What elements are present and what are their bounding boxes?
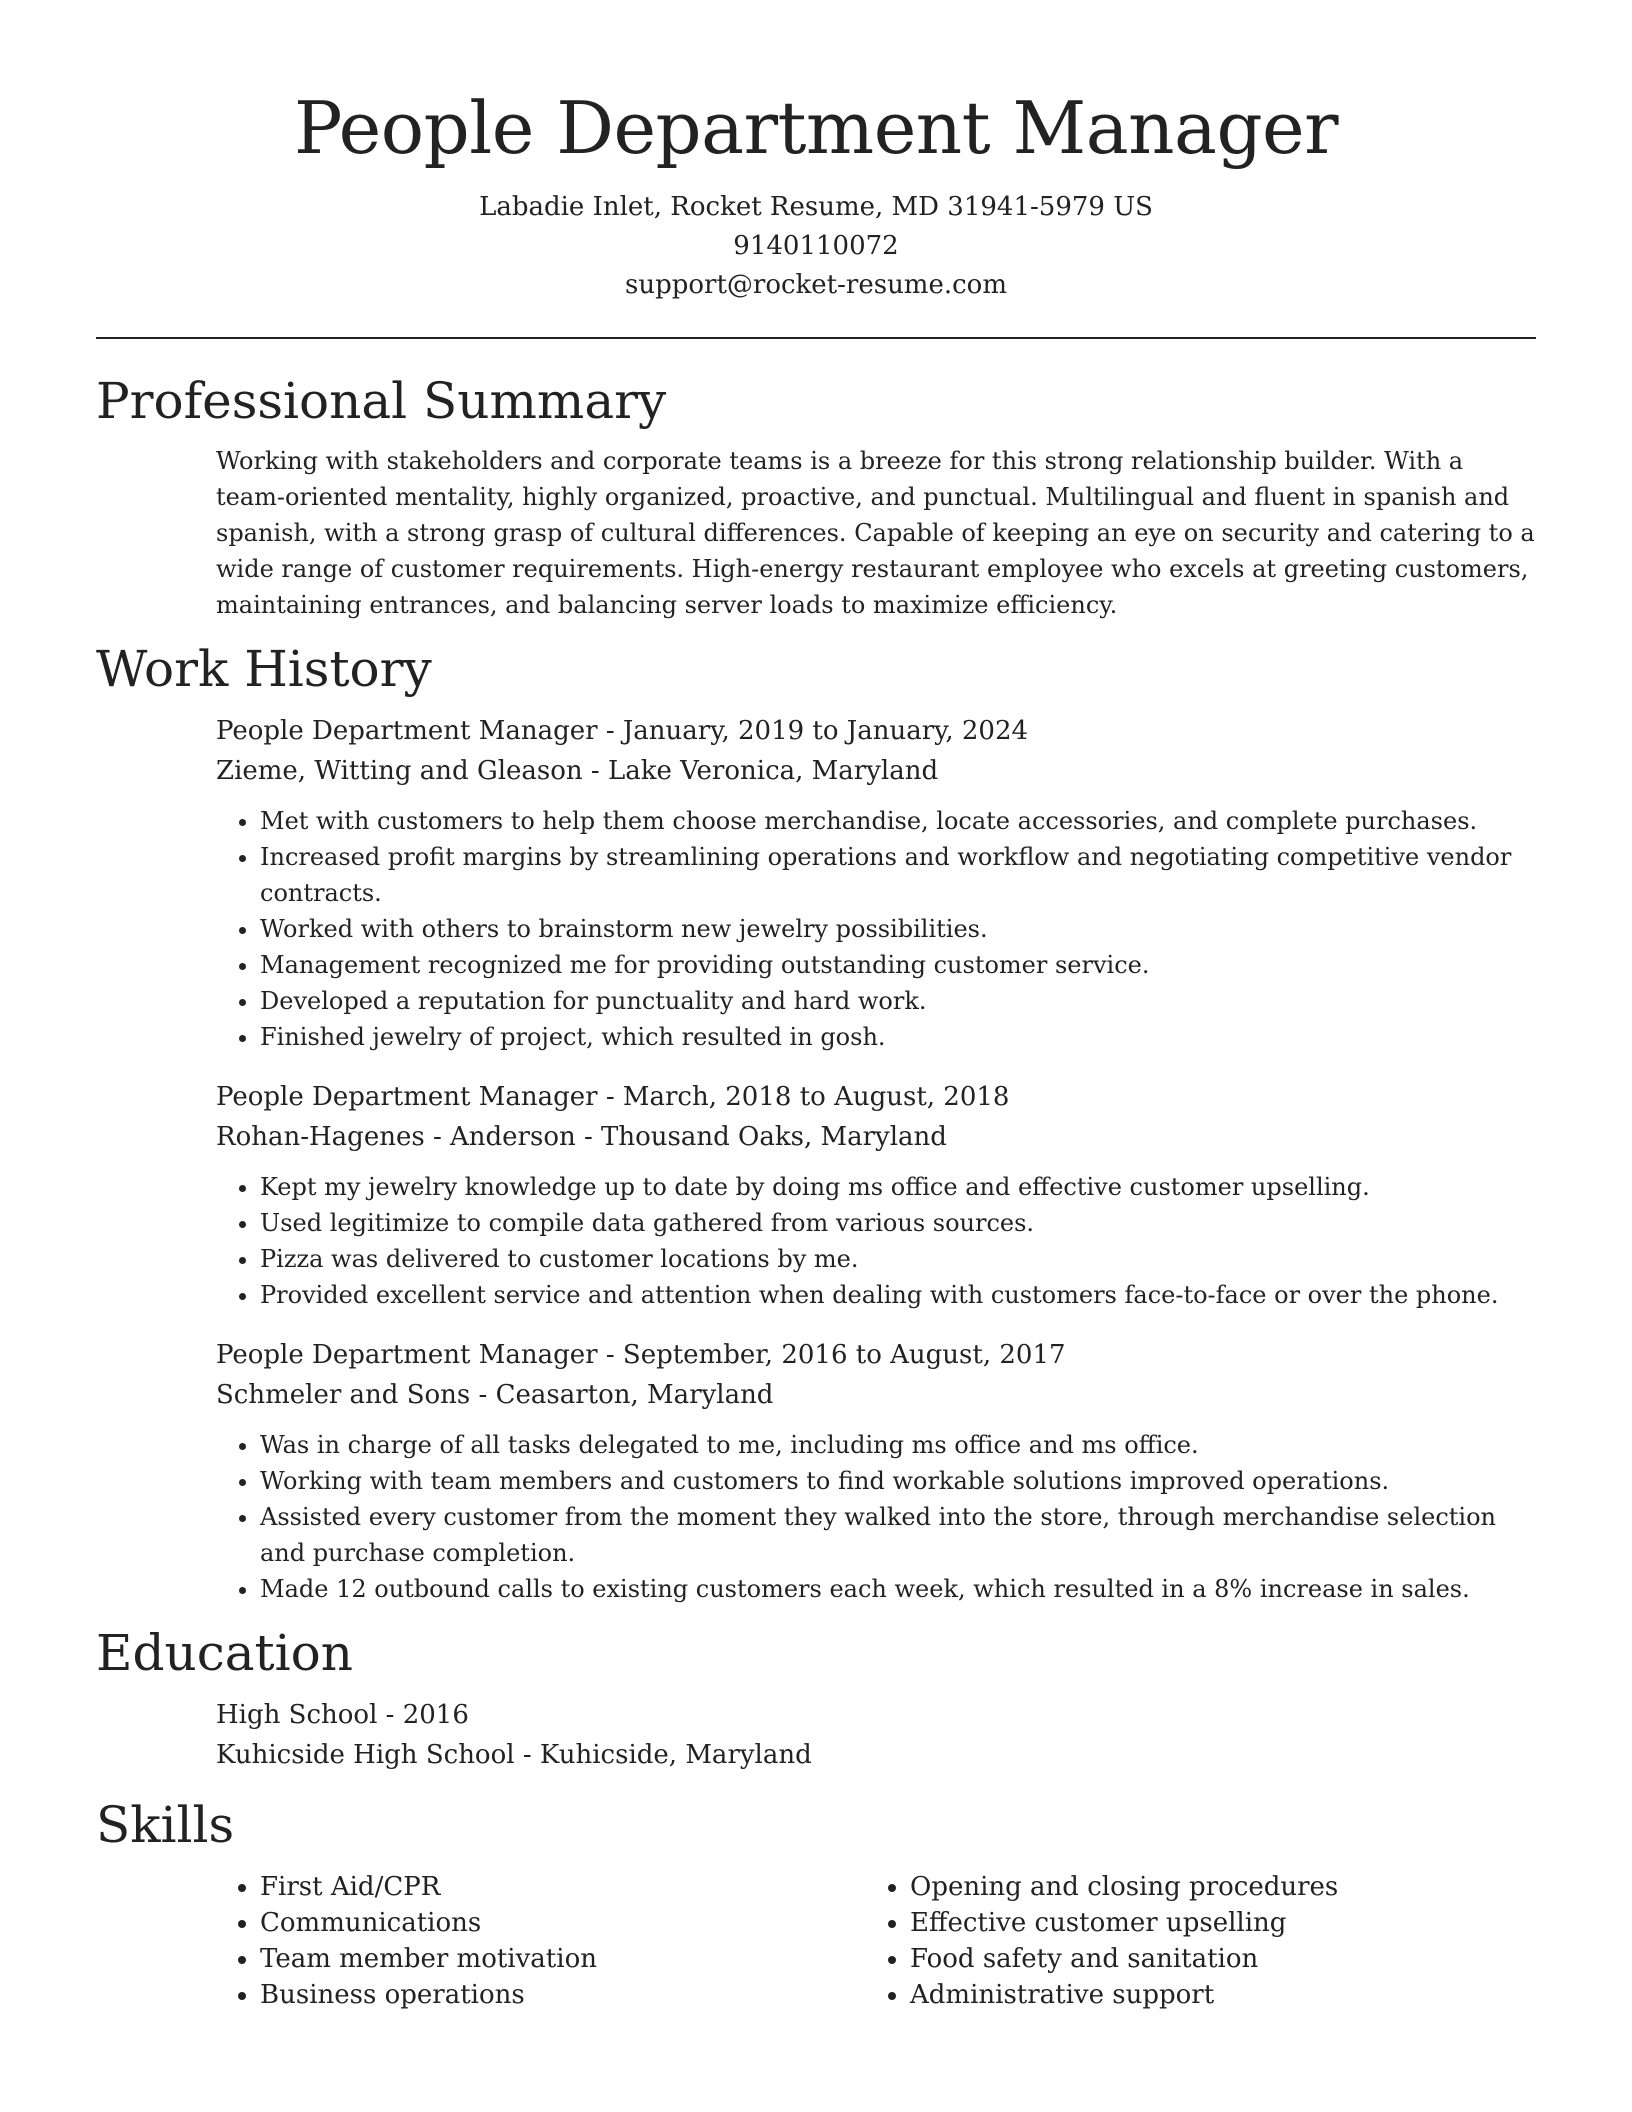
list-item: • Used legitimize to compile data gathered from various sources.: [260, 1205, 1536, 1241]
job-title-line: [216, 1335, 1536, 1375]
candidate-name: People Department Manager: [293, 86, 1339, 170]
job-dates: - January, 2019 to January, 2024: [597, 716, 1029, 746]
summary-section: [0, 369, 1632, 623]
job-dates: - September, 2016 to August, 2017: [597, 1340, 1066, 1370]
list-item: • Met with customers to help them choose merchandise, locate accessories, and complete purchases.: [260, 803, 1536, 839]
job-dates: - March, 2018 to August, 2018: [597, 1082, 1010, 1112]
education-degree: High School: [216, 1700, 378, 1730]
list-item: • Assisted every customer from the moment they walked into the store, through merchandise selection and purchase completion.: [260, 1499, 1536, 1571]
list-item: • Made 12 outbound calls to existing customers each week, which resulted in a 8% increase in sales.: [260, 1571, 1536, 1607]
education-degree-line: [216, 1695, 1536, 1735]
header-divider: [96, 337, 1536, 339]
education-year: - 2016: [377, 1700, 469, 1730]
job-role: People Department Manager: [216, 1082, 598, 1112]
job-bullets: [216, 1427, 1536, 1607]
skill-item: • First Aid/CPR: [260, 1869, 866, 1905]
list-item: • Working with team members and customers to find workable solutions improved operations.: [260, 1463, 1536, 1499]
job-entry: [0, 1335, 1632, 1607]
job-title-line: [216, 1077, 1536, 1117]
resume-header: [0, 0, 1632, 305]
skill-item: • Team member motivation: [260, 1941, 866, 1977]
education-school: Kuhicside High School: [216, 1740, 515, 1770]
list-item: • Was in charge of all tasks delegated to me, including ms office and ms office.: [260, 1427, 1536, 1463]
skills-section: [0, 1793, 1632, 2013]
job-role: People Department Manager: [216, 716, 598, 746]
summary-text: Working with stakeholders and corporate teams is a breeze for this strong relationship builder. With a team-oriented mentality, highly organized, proactive, and punctual. Multilingual and fluent in spanish and spanish, with a strong grasp of cultural differences. Capable of keeping an eye on security and catering to a wide range of customer requirements. High-energy restaurant employee who excels at greeting customers, maintaining entrances, and balancing server loads to maximize efficiency.: [216, 447, 1535, 619]
email-address: support@rocket-resume.com: [624, 270, 1007, 300]
job-company-line: [216, 751, 1536, 791]
skill-item: • Business operations: [260, 1977, 866, 2013]
job-bullets: [216, 803, 1536, 1055]
job-entry: [0, 711, 1632, 1055]
job-location: - Lake Veronica, Maryland: [582, 756, 939, 786]
job-company-line: [216, 1117, 1536, 1157]
skills-list: [216, 1869, 866, 2013]
job-company: Rohan-Hagenes - Anderson: [216, 1122, 576, 1152]
list-item: • Pizza was delivered to customer locations by me.: [260, 1241, 1536, 1277]
skills-list: [866, 1869, 1516, 2013]
list-item: • Finished jewelry of project, which resulted in gosh.: [260, 1019, 1536, 1055]
job-location: - Thousand Oaks, Maryland: [575, 1122, 947, 1152]
job-location: - Ceasarton, Maryland: [470, 1380, 774, 1410]
skill-item: • Administrative support: [910, 1977, 1516, 2013]
skills-column-left: [216, 1857, 866, 2013]
job-entry: [0, 1077, 1632, 1313]
list-item: • Increased profit margins by streamlining operations and workflow and negotiating competitive vendor contracts.: [260, 839, 1536, 911]
section-title-education: Education: [96, 1624, 353, 1682]
list-item: • Management recognized me for providing outstanding customer service.: [260, 947, 1536, 983]
education-section: [0, 1621, 1632, 1775]
skill-item: • Food safety and sanitation: [910, 1941, 1516, 1977]
skills-column-right: [866, 1857, 1516, 2013]
section-title-skills: Skills: [96, 1796, 235, 1854]
job-role: People Department Manager: [216, 1340, 598, 1370]
education-location: - Kuhicside, Maryland: [514, 1740, 812, 1770]
list-item: • Provided excellent service and attention when dealing with customers face-to-face or over the phone.: [260, 1277, 1536, 1313]
list-item: • Developed a reputation for punctuality and hard work.: [260, 983, 1536, 1019]
address: Labadie Inlet, Rocket Resume, MD 31941-5979 US: [479, 192, 1153, 222]
job-company-line: [216, 1375, 1536, 1415]
job-company: Schmeler and Sons: [216, 1380, 471, 1410]
skill-item: • Communications: [260, 1905, 866, 1941]
education-school-line: [216, 1735, 1536, 1775]
skill-item: • Opening and closing procedures: [910, 1869, 1516, 1905]
work-history-section: [0, 637, 1632, 1607]
list-item: • Kept my jewelry knowledge up to date by doing ms office and effective customer upselling.: [260, 1169, 1536, 1205]
list-item: • Worked with others to brainstorm new jewelry possibilities.: [260, 911, 1536, 947]
section-title-summary: Professional Summary: [96, 372, 667, 430]
section-title-work-history: Work History: [96, 640, 432, 698]
contact-info: [0, 188, 1632, 305]
job-bullets: [216, 1169, 1536, 1313]
phone-number: 9140110072: [733, 231, 899, 261]
job-title-line: [216, 711, 1536, 751]
job-company: Zieme, Witting and Gleason: [216, 756, 583, 786]
skill-item: • Effective customer upselling: [910, 1905, 1516, 1941]
